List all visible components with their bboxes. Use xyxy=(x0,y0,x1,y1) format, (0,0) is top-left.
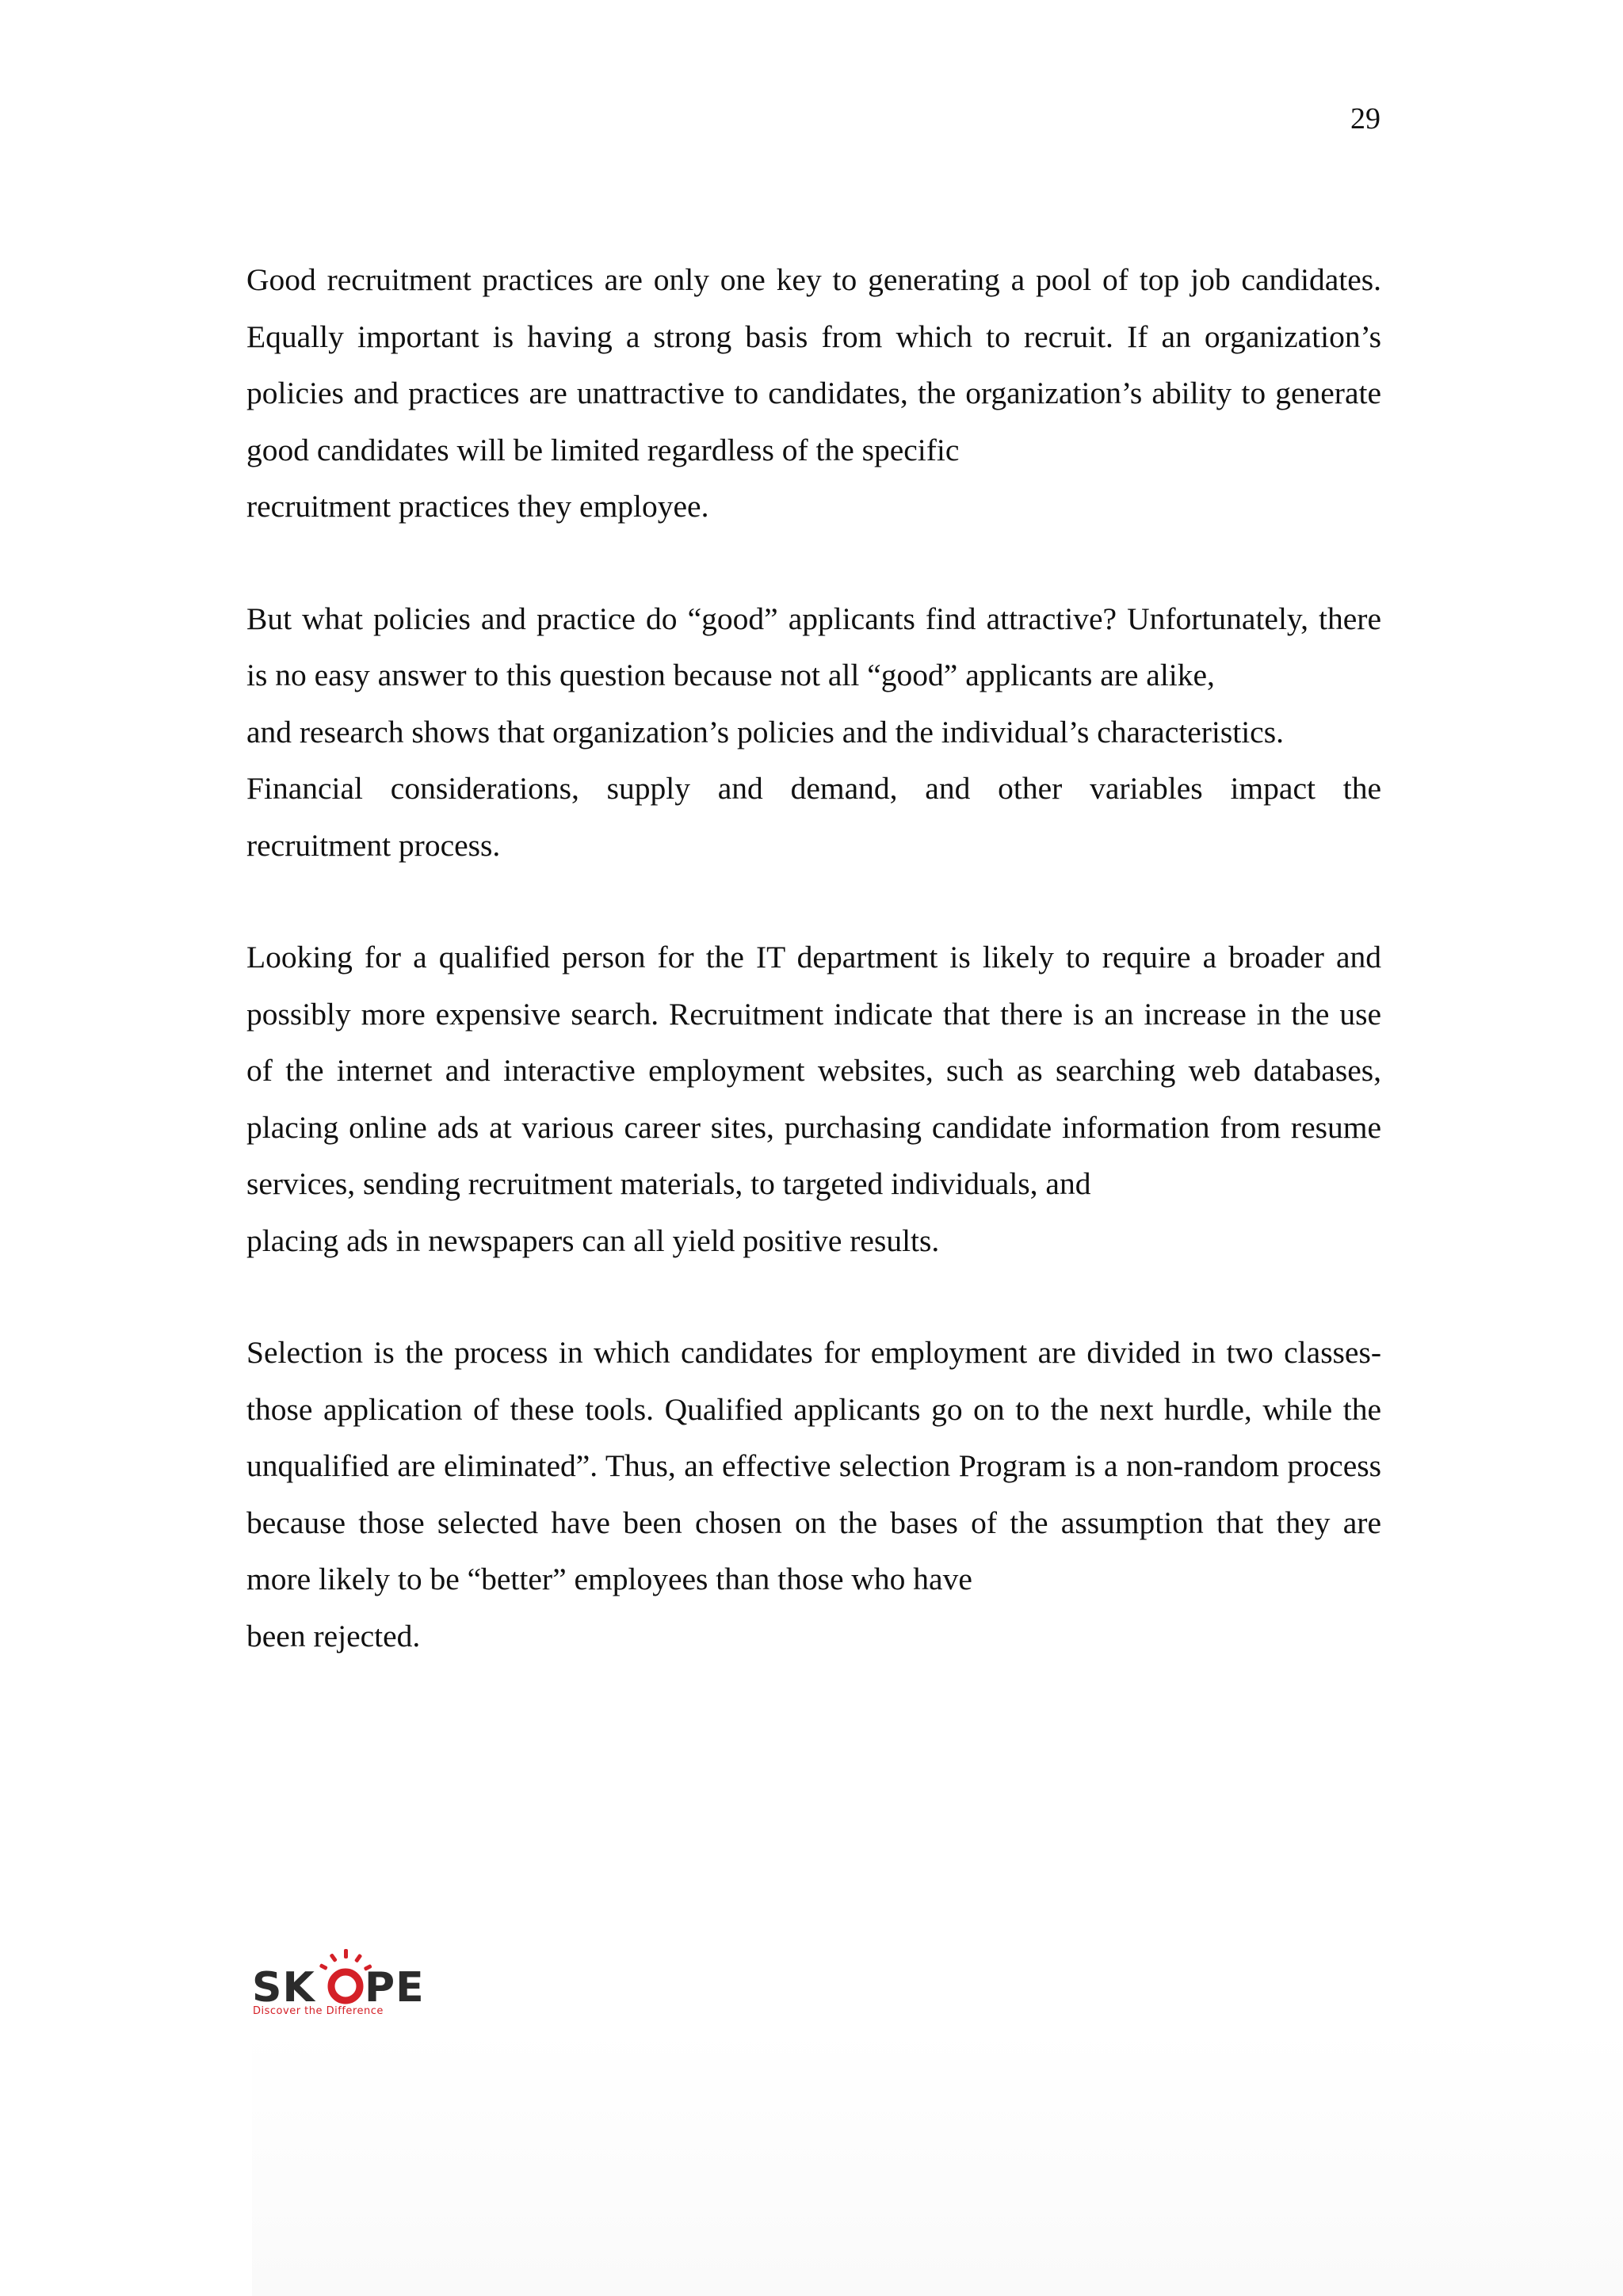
paragraph-line: and research shows that organization’s policies and the individual’s characteristics. xyxy=(246,714,1284,749)
paragraph xyxy=(246,591,1381,875)
body-text xyxy=(246,252,1381,1720)
paragraph-last-line: recruitment process. xyxy=(246,827,501,863)
paragraph-last-line: recruitment practices they employee. xyxy=(246,489,709,524)
skope-logo-graphic xyxy=(252,1947,450,2019)
paragraph-text: Selection is the process in which candidates for employment are divided in two classes-those application of these tools. Qualified applicants go on to the next hurdle, while the unqualified are eliminated”. Thus, an effective selection Program is a non-random process because those selected have been chosen on the bases of the assumption that they are more likely to be “better” employees than those who have xyxy=(246,1335,1381,1596)
paragraph xyxy=(246,929,1381,1269)
logo-wordmark: SK xyxy=(252,1964,315,2012)
logo-wordmark-end: PE xyxy=(365,1964,425,2012)
paragraph-text: Good recruitment practices are only one key to generating a pool of top job candidates. Equally important is having a strong basis from which to recruit. If an organization’s policies and practices are unattractive to candidates, the organization’s ability to generate good candidates will be limited regardless of the specific xyxy=(246,262,1381,467)
paragraph xyxy=(246,252,1381,536)
page-number: 29 xyxy=(1350,102,1381,135)
paragraph-text: Financial considerations, supply and demand, and other variables impact the xyxy=(246,771,1381,806)
paragraph-text: Looking for a qualified person for the IT department is likely to require a broader and possibly more expensive search. Recruitment indicate that there is an increase in the use of the internet and interactive employment websites, such as searching web databases, placing online ads at various career sites, purchasing candidate information from resume services, sending recruitment materials, to targeted individuals, and xyxy=(246,940,1381,1201)
logo-tagline: Discover the Difference xyxy=(253,2005,384,2017)
paragraph-last-line: placing ads in newspapers can all yield positive results. xyxy=(246,1222,940,1258)
paragraph xyxy=(246,1325,1381,1665)
paragraph-text: But what policies and practice do “good” applicants find attractive? Unfortunately, there is no easy answer to this question because not all “good” applicants are alike, xyxy=(246,601,1381,692)
paragraph-last-line: been rejected. xyxy=(246,1618,421,1653)
logo-o-ring xyxy=(331,1972,360,2000)
skope-logo xyxy=(252,1947,450,2019)
page-shade xyxy=(252,2028,1623,2296)
